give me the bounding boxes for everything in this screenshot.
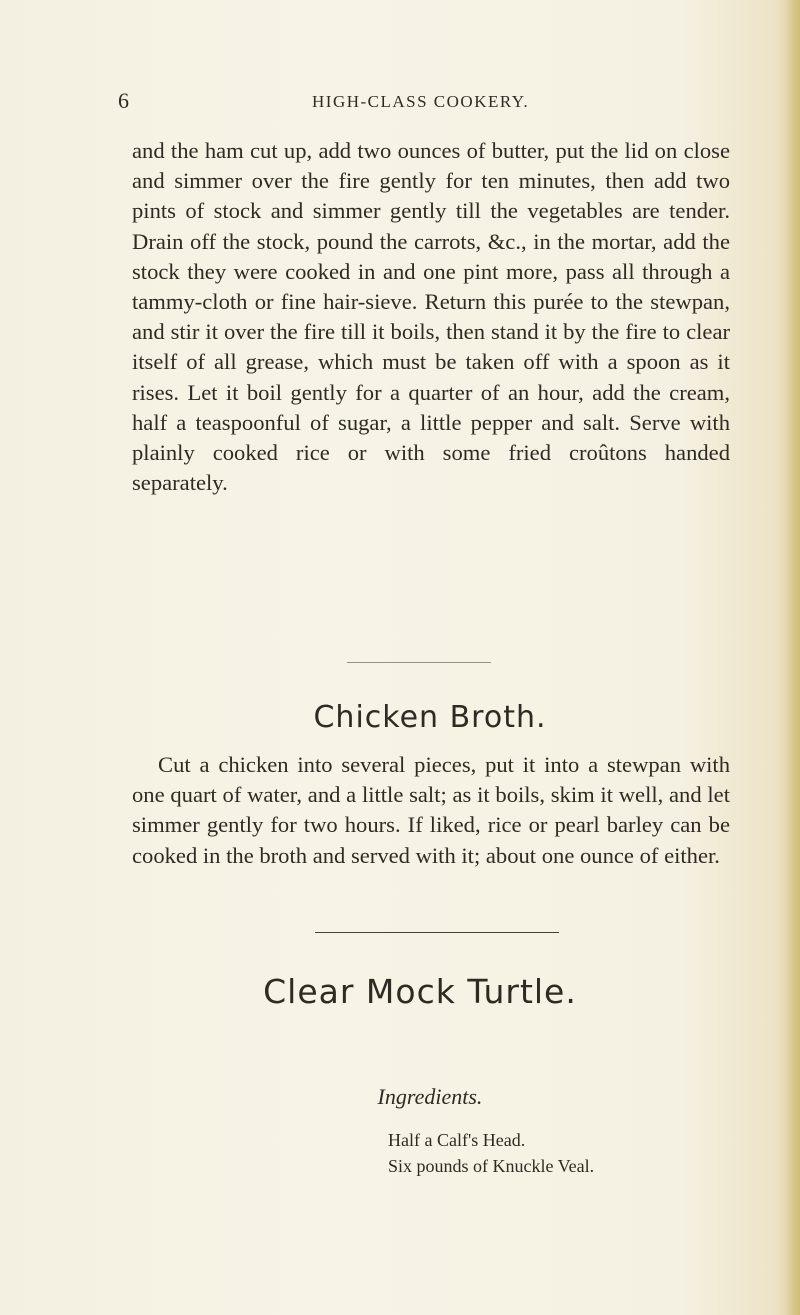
section-title-clear-mock-turtle: Clear Mock Turtle. — [263, 972, 577, 1011]
ingredients-label: Ingredients. — [377, 1084, 483, 1109]
ingredient-item: Six pounds of Knuckle Veal. — [388, 1156, 595, 1176]
intro-paragraph: and the ham cut up, add two ounces of butter, put the lid on close and simmer over the fire gently for ten minutes, then add two pints of stock and simmer gently till the vegetables are tender. Drain off the stock, pound the carrots, &c., in the mortar, add the stock they were cooked in and one pint more, pass all through a tammy-cloth or fine hair-sieve. Return this purée to the stewpan, and stir it over the fire till it boils, then stand it by the fire to clear itself of all grease, which must be taken off with a spoon as it rises. Let it boil gently for a quarter of an hour, add the cream, half a teaspoonful of sugar, a little pepper and salt. Serve with plainly cooked rice or with some fried croûtons handed separately. — [132, 138, 730, 496]
chicken-broth-paragraph: Cut a chicken into several pieces, put it into a stewpan with one quart of water, and a little salt; as it boils, skim it well, and let simmer gently for two hours. If liked, rice or pearl barley can be cooked in the broth and served with it; about one ounce of either. — [132, 752, 730, 868]
page-header — [118, 88, 678, 114]
section-divider — [315, 932, 559, 933]
page-number: 6 — [118, 88, 129, 113]
page-edge-shadow — [786, 0, 800, 1315]
section-title-chicken-broth: Chicken Broth. — [313, 700, 547, 735]
running-head: HIGH-CLASS COOKERY. — [312, 92, 530, 111]
ingredient-item: Half a Calf's Head. — [388, 1130, 526, 1150]
section-divider — [347, 662, 491, 663]
